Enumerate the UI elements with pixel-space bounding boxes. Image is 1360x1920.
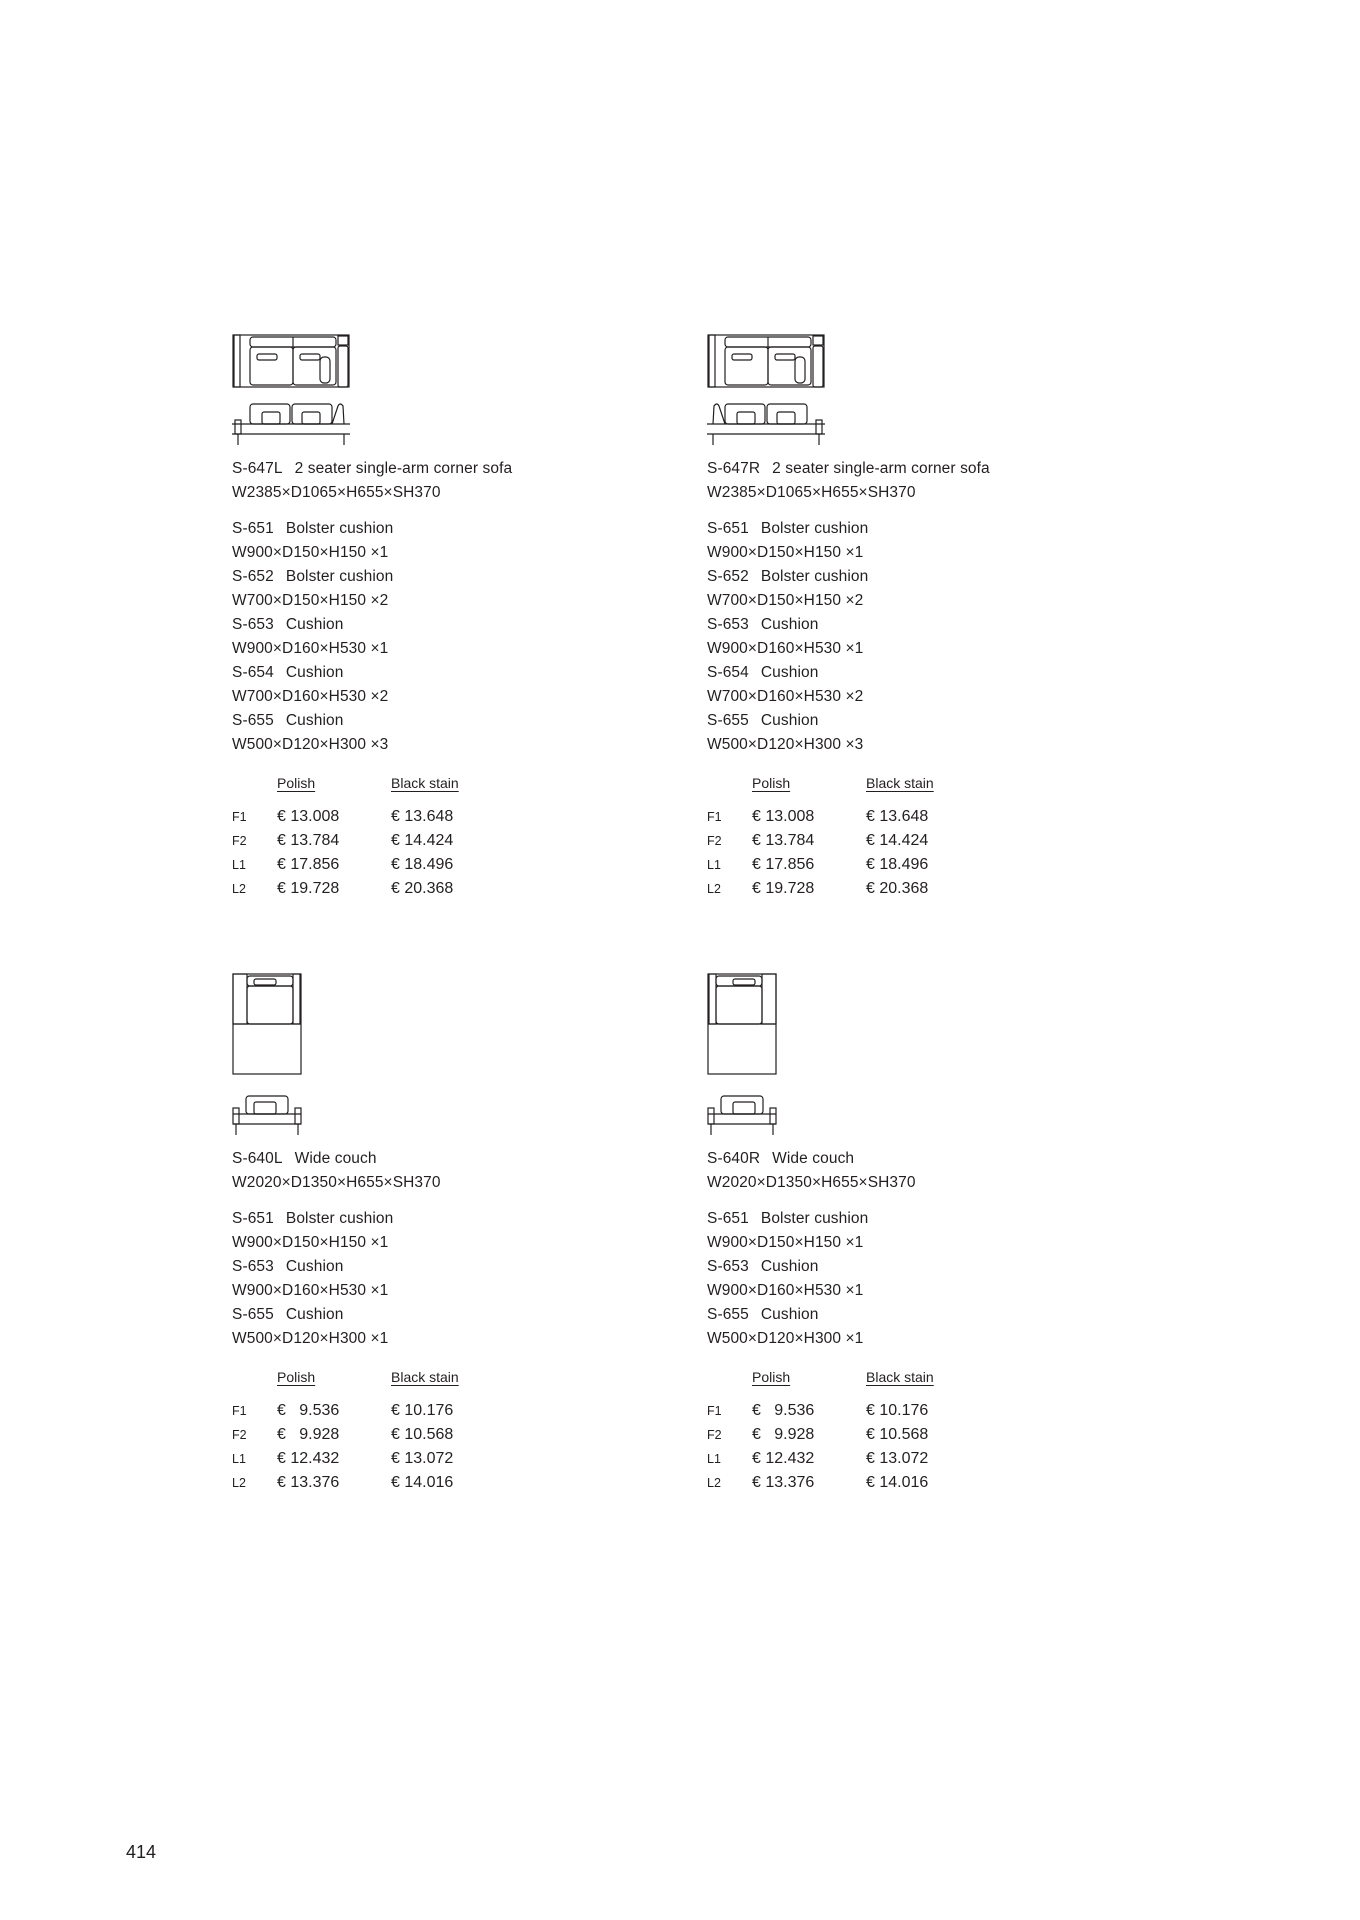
grade-label: F1 — [232, 1404, 247, 1418]
accessory-dims: W500×D120×H300 ×1 — [232, 1330, 389, 1347]
couch-front-drawing — [232, 1090, 302, 1136]
accessory-code: S-654 — [707, 664, 749, 681]
price-table — [232, 775, 511, 901]
accessory-name: Cushion — [760, 616, 819, 633]
price-row — [232, 1423, 511, 1447]
price-polish: € 9.928 — [752, 1426, 815, 1443]
price-row — [707, 829, 986, 853]
accessory-dims: W900×D160×H530 ×1 — [707, 640, 864, 657]
accessory-name: Cushion — [760, 664, 819, 681]
accessory-code: S-655 — [232, 1306, 274, 1323]
header-polish: Polish — [277, 775, 316, 791]
product-s640r — [707, 976, 1127, 1495]
accessory-dims: W900×D160×H530 ×1 — [707, 1282, 864, 1299]
price-row — [707, 805, 986, 829]
grade-label: L2 — [232, 1476, 246, 1490]
product-dimensions: W2020×D1350×H655×SH370 — [232, 1174, 441, 1191]
grade-label: F2 — [707, 1428, 722, 1442]
accessory-name: Cushion — [285, 664, 344, 681]
accessory-name: Cushion — [285, 1306, 344, 1323]
couch-front-drawing — [707, 1090, 777, 1136]
price-table — [707, 1369, 986, 1495]
accessory-code: S-654 — [232, 664, 274, 681]
grade-label: L2 — [707, 1476, 721, 1490]
header-black-stain: Black stain — [391, 775, 459, 791]
price-row — [707, 1471, 986, 1495]
accessory-code: S-651 — [232, 1210, 274, 1227]
price-row — [707, 877, 986, 901]
price-row — [707, 1399, 986, 1423]
product-code: S-647L — [232, 460, 283, 477]
accessory-dims: W900×D150×H150 ×1 — [232, 1234, 389, 1251]
accessory-list — [232, 1207, 652, 1351]
price-table — [232, 1369, 511, 1495]
price-black-stain: € 10.568 — [866, 1426, 929, 1443]
accessory-name: Bolster cushion — [760, 520, 869, 537]
product-name: 2 seater single-arm corner sofa — [772, 460, 990, 477]
price-black-stain: € 20.368 — [866, 880, 929, 897]
page-number: 414 — [126, 1842, 157, 1862]
accessory-code: S-652 — [707, 568, 749, 585]
price-polish: € 17.856 — [277, 856, 340, 873]
price-polish: € 13.008 — [752, 808, 815, 825]
price-row — [232, 829, 511, 853]
grade-label: F2 — [232, 834, 247, 848]
sofa-plan-drawing — [707, 334, 825, 388]
accessory-name: Bolster cushion — [285, 568, 394, 585]
header-polish: Polish — [277, 1369, 316, 1385]
accessory-name: Cushion — [760, 1258, 819, 1275]
price-row — [707, 1447, 986, 1471]
price-polish: € 13.376 — [752, 1474, 815, 1491]
product-title — [707, 1147, 1127, 1171]
price-polish: € 13.784 — [752, 832, 815, 849]
accessory-list — [707, 517, 1127, 757]
price-black-stain: € 14.016 — [866, 1474, 929, 1491]
sofa-front-drawing — [707, 400, 825, 446]
price-polish: € 19.728 — [277, 880, 340, 897]
price-row — [232, 805, 511, 829]
accessory-name: Bolster cushion — [285, 1210, 394, 1227]
accessory-dims: W900×D150×H150 ×1 — [232, 544, 389, 561]
price-polish: € 9.536 — [277, 1402, 340, 1419]
product-s647l — [232, 334, 652, 901]
couch-plan-drawing — [232, 973, 302, 1075]
price-polish: € 19.728 — [752, 880, 815, 897]
price-polish: € 9.536 — [752, 1402, 815, 1419]
accessory-code: S-653 — [232, 1258, 274, 1275]
accessory-dims: W900×D150×H150 ×1 — [707, 1234, 864, 1251]
price-row — [232, 1399, 511, 1423]
grade-label: F1 — [707, 1404, 722, 1418]
product-code: S-640R — [707, 1150, 761, 1167]
price-black-stain: € 10.568 — [391, 1426, 454, 1443]
accessory-name: Cushion — [760, 712, 819, 729]
product-name: Wide couch — [772, 1150, 855, 1167]
grade-label: F1 — [232, 810, 247, 824]
price-polish: € 13.008 — [277, 808, 340, 825]
accessory-name: Cushion — [285, 712, 344, 729]
price-black-stain: € 14.424 — [866, 832, 929, 849]
product-title — [232, 1147, 652, 1171]
accessory-code: S-655 — [707, 712, 749, 729]
price-row — [707, 853, 986, 877]
header-black-stain: Black stain — [391, 1369, 459, 1385]
price-black-stain: € 14.424 — [391, 832, 454, 849]
product-s647r — [707, 334, 1127, 901]
product-title — [707, 457, 1127, 481]
accessory-code: S-651 — [707, 1210, 749, 1227]
accessory-dims: W700×D160×H530 ×2 — [232, 688, 389, 705]
price-row — [232, 853, 511, 877]
grade-label: L1 — [707, 1452, 721, 1466]
grade-label: F2 — [707, 834, 722, 848]
price-black-stain: € 10.176 — [866, 1402, 929, 1419]
price-table — [707, 775, 986, 901]
accessory-code: S-655 — [232, 712, 274, 729]
accessory-code: S-653 — [707, 1258, 749, 1275]
price-row — [707, 1423, 986, 1447]
price-black-stain: € 18.496 — [866, 856, 929, 873]
couch-plan-drawing — [707, 973, 777, 1075]
price-row — [232, 1447, 511, 1471]
accessory-code: S-652 — [232, 568, 274, 585]
accessory-dims: W900×D150×H150 ×1 — [707, 544, 864, 561]
accessory-code: S-655 — [707, 1306, 749, 1323]
price-black-stain: € 20.368 — [391, 880, 454, 897]
product-code: S-647R — [707, 460, 761, 477]
header-black-stain: Black stain — [866, 775, 934, 791]
price-black-stain: € 13.072 — [391, 1450, 454, 1467]
grade-label: L2 — [232, 882, 246, 896]
price-black-stain: € 18.496 — [391, 856, 454, 873]
accessory-dims: W500×D120×H300 ×3 — [232, 736, 389, 753]
grade-label: L1 — [707, 858, 721, 872]
sofa-plan-drawing — [232, 334, 350, 388]
accessory-name: Cushion — [285, 616, 344, 633]
price-black-stain: € 10.176 — [391, 1402, 454, 1419]
price-black-stain: € 14.016 — [391, 1474, 454, 1491]
accessory-list — [232, 517, 652, 757]
accessory-name: Bolster cushion — [285, 520, 394, 537]
header-polish: Polish — [752, 775, 791, 791]
product-dimensions: W2385×D1065×H655×SH370 — [707, 484, 916, 501]
grade-label: L1 — [232, 1452, 246, 1466]
accessory-dims: W500×D120×H300 ×1 — [707, 1330, 864, 1347]
grade-label: L2 — [707, 882, 721, 896]
price-polish: € 12.432 — [752, 1450, 815, 1467]
product-s640l — [232, 976, 652, 1495]
price-polish: € 13.784 — [277, 832, 340, 849]
product-name: Wide couch — [294, 1150, 377, 1167]
accessory-name: Bolster cushion — [760, 1210, 869, 1227]
header-black-stain: Black stain — [866, 1369, 934, 1385]
price-black-stain: € 13.648 — [391, 808, 454, 825]
grade-label: F2 — [232, 1428, 247, 1442]
accessory-name: Cushion — [760, 1306, 819, 1323]
price-polish: € 17.856 — [752, 856, 815, 873]
accessory-name: Cushion — [285, 1258, 344, 1275]
accessory-dims: W500×D120×H300 ×3 — [707, 736, 864, 753]
price-row — [232, 1471, 511, 1495]
price-black-stain: € 13.072 — [866, 1450, 929, 1467]
accessory-list — [707, 1207, 1127, 1351]
product-code: S-640L — [232, 1150, 283, 1167]
accessory-dims: W900×D160×H530 ×1 — [232, 640, 389, 657]
accessory-dims: W700×D160×H530 ×2 — [707, 688, 864, 705]
product-name: 2 seater single-arm corner sofa — [294, 460, 513, 477]
accessory-code: S-651 — [707, 520, 749, 537]
accessory-code: S-653 — [232, 616, 274, 633]
price-polish: € 12.432 — [277, 1450, 340, 1467]
accessory-dims: W700×D150×H150 ×2 — [232, 592, 389, 609]
header-polish: Polish — [752, 1369, 791, 1385]
accessory-code: S-653 — [707, 616, 749, 633]
grade-label: L1 — [232, 858, 246, 872]
product-dimensions: W2385×D1065×H655×SH370 — [232, 484, 441, 501]
sofa-front-drawing — [232, 400, 350, 446]
product-dimensions: W2020×D1350×H655×SH370 — [707, 1174, 916, 1191]
accessory-name: Bolster cushion — [760, 568, 869, 585]
accessory-code: S-651 — [232, 520, 274, 537]
price-row — [232, 877, 511, 901]
accessory-dims: W900×D160×H530 ×1 — [232, 1282, 389, 1299]
price-polish: € 9.928 — [277, 1426, 340, 1443]
grade-label: F1 — [707, 810, 722, 824]
accessory-dims: W700×D150×H150 ×2 — [707, 592, 864, 609]
price-polish: € 13.376 — [277, 1474, 340, 1491]
product-title — [232, 457, 652, 481]
price-black-stain: € 13.648 — [866, 808, 929, 825]
